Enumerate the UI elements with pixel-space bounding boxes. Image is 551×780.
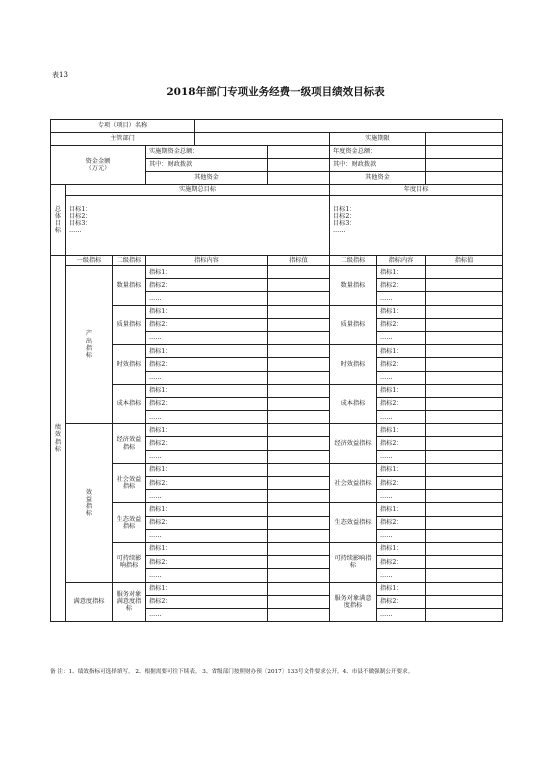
level1-indicator-label: 效 益 指 标 (66, 424, 113, 582)
indicator-content[interactable]: 指标1： (146, 463, 268, 476)
indicator-content[interactable]: 指标1： (146, 266, 268, 279)
indicator-content[interactable]: …… (146, 490, 268, 503)
level2-indicator-label-right: 生态效益指标 (330, 503, 377, 543)
indicator-value[interactable] (268, 358, 330, 371)
level2-indicator-label-right: 时效指标 (330, 345, 377, 385)
indicator-value-right[interactable] (426, 318, 503, 331)
level2-indicator-label: 服务对象满意度指标 (113, 582, 146, 622)
indicator-content[interactable]: 指标1： (146, 503, 268, 516)
indicator-value[interactable] (268, 463, 330, 476)
table-row (51, 345, 503, 358)
indicator-content-right[interactable]: 指标1： (377, 305, 426, 318)
indicator-value[interactable] (268, 608, 330, 621)
indicator-content-right[interactable]: …… (377, 569, 426, 582)
level2-indicator-label-right: 服务对象满意度指标 (330, 582, 377, 622)
indicator-value[interactable] (268, 318, 330, 331)
indicator-content[interactable]: …… (146, 529, 268, 542)
level1-indicator-label: 满意度指标 (66, 582, 113, 622)
col-header-content: 指标内容 (146, 256, 268, 266)
indicator-value-right[interactable] (426, 477, 503, 490)
indicator-value[interactable] (268, 556, 330, 569)
indicator-content[interactable]: 指标2： (146, 477, 268, 490)
indicator-content[interactable]: 指标2： (146, 556, 268, 569)
col-header-level1: 一级指标 (66, 256, 113, 266)
col-header-level2-right: 二级指标 (330, 256, 377, 266)
indicator-value-right[interactable] (426, 595, 503, 608)
year-fiscal-value[interactable] (426, 159, 503, 172)
level1-indicator-label: 产 出 指 标 (66, 266, 113, 424)
indicator-value[interactable] (268, 331, 330, 344)
indicator-content-right[interactable]: 指标1： (377, 542, 426, 555)
goal-item: 目标2： (69, 213, 92, 221)
indicator-content[interactable]: 指标1： (146, 582, 268, 595)
level2-indicator-label-right: 可持续影响指标 (330, 542, 377, 582)
goal-item: 目标2： (333, 213, 356, 221)
indicator-value-right[interactable] (426, 542, 503, 555)
dept-value[interactable] (195, 133, 330, 146)
indicator-value[interactable] (268, 384, 330, 397)
indicator-value[interactable] (268, 397, 330, 410)
indicator-content-right[interactable]: 指标2： (377, 318, 426, 331)
indicator-value-right[interactable] (426, 358, 503, 371)
table-row (51, 424, 503, 437)
indicator-content[interactable]: …… (146, 569, 268, 582)
indicator-content[interactable]: …… (146, 371, 268, 384)
table-row (51, 305, 503, 318)
indicator-content[interactable]: 指标2： (146, 318, 268, 331)
table-row (51, 503, 503, 516)
indicator-value-right[interactable] (426, 569, 503, 582)
indicator-content-right[interactable]: 指标1： (377, 424, 426, 437)
indicator-content-right[interactable]: …… (377, 292, 426, 305)
project-name-value[interactable] (195, 120, 503, 133)
indicator-value[interactable] (268, 437, 330, 450)
indicator-value-right[interactable] (426, 516, 503, 529)
indicator-content[interactable]: …… (146, 292, 268, 305)
indicator-content-right[interactable]: 指标1： (377, 266, 426, 279)
period-goal-content[interactable] (66, 196, 330, 256)
performance-target-table (50, 119, 503, 622)
indicator-content-right[interactable]: …… (377, 411, 426, 424)
indicator-value[interactable] (268, 279, 330, 292)
indicator-value-right[interactable] (426, 384, 503, 397)
indicator-content[interactable]: 指标2： (146, 437, 268, 450)
indicator-value[interactable] (268, 569, 330, 582)
indicator-value-right[interactable] (426, 411, 503, 424)
level2-indicator-label: 可持续影响指标 (113, 542, 146, 582)
goal-item: 目标1： (333, 206, 356, 213)
period-goal-header: 实施期总目标 (66, 185, 330, 196)
indicator-content-right[interactable]: 指标2： (377, 477, 426, 490)
dept-label: 主管部门 (51, 133, 195, 146)
indicator-content[interactable]: 指标1： (146, 305, 268, 318)
period-other-value[interactable] (268, 172, 330, 185)
year-other-label: 其他资金 (330, 172, 426, 185)
indicator-content[interactable]: 指标1： (146, 345, 268, 358)
indicator-content-right[interactable]: …… (377, 608, 426, 621)
period-total-label: 实施期资金总额： (146, 146, 268, 159)
goal-item: …… (69, 227, 82, 235)
year-goal-header: 年度目标 (330, 185, 503, 196)
indicator-content-right[interactable]: 指标2： (377, 437, 426, 450)
indicator-value[interactable] (268, 411, 330, 424)
period-fiscal-label: 其中：财政拨款 (146, 159, 268, 172)
indicator-value[interactable] (268, 345, 330, 358)
indicator-value-right[interactable] (426, 463, 503, 476)
indicator-content[interactable]: 指标2： (146, 516, 268, 529)
period-label: 实施期限 (330, 133, 426, 146)
goal-item: 目标3： (333, 220, 356, 228)
level2-indicator-label-right: 成本指标 (330, 384, 377, 424)
indicator-value[interactable] (268, 371, 330, 384)
indicator-value[interactable] (268, 503, 330, 516)
level2-indicator-label: 经济效益指标 (113, 424, 146, 464)
col-header-value-right: 指标值 (426, 256, 503, 266)
col-header-value: 指标值 (268, 256, 330, 266)
indicator-value[interactable] (268, 424, 330, 437)
indicator-value-right[interactable] (426, 305, 503, 318)
indicator-value-right[interactable] (426, 437, 503, 450)
goal-item: 目标3： (69, 220, 92, 228)
indicator-value-right[interactable] (426, 292, 503, 305)
indicator-value[interactable] (268, 490, 330, 503)
indicator-value[interactable] (268, 305, 330, 318)
level2-indicator-label: 社会效益指标 (113, 463, 146, 503)
page-title: 2018年部门专项业务经费一级项目绩效目标表 (166, 86, 385, 98)
indicator-content-right[interactable]: 指标1： (377, 384, 426, 397)
year-fiscal-label: 其中：财政拨款 (330, 159, 426, 172)
indicator-value-right[interactable] (426, 608, 503, 621)
goal-item: 目标1： (69, 206, 92, 213)
table-row (51, 266, 503, 279)
level2-indicator-label: 质量指标 (113, 305, 146, 345)
indicator-value-right[interactable] (426, 490, 503, 503)
col-header-level2: 二级指标 (113, 256, 146, 266)
period-fiscal-value[interactable] (268, 159, 330, 172)
year-total-value[interactable] (426, 146, 503, 159)
level2-indicator-label: 成本指标 (113, 384, 146, 424)
indicator-content-right[interactable]: 指标2： (377, 358, 426, 371)
indicator-content[interactable]: …… (146, 411, 268, 424)
table-row (51, 384, 503, 397)
indicator-content[interactable]: 指标1： (146, 542, 268, 555)
indicator-content[interactable]: 指标2： (146, 358, 268, 371)
indicator-value-right[interactable] (426, 279, 503, 292)
period-total-value[interactable] (268, 146, 330, 159)
indicator-content-right[interactable]: …… (377, 371, 426, 384)
indicator-content-right[interactable]: …… (377, 331, 426, 344)
indicator-content[interactable]: 指标2： (146, 397, 268, 410)
indicator-content[interactable]: …… (146, 608, 268, 621)
indicator-value-right[interactable] (426, 529, 503, 542)
indicator-value[interactable] (268, 292, 330, 305)
indicator-content[interactable]: 指标2： (146, 279, 268, 292)
level2-indicator-label-right: 经济效益指标 (330, 424, 377, 464)
indicator-value[interactable] (268, 529, 330, 542)
indicator-content[interactable]: 指标1： (146, 384, 268, 397)
level2-indicator-label-right: 社会效益指标 (330, 463, 377, 503)
year-total-label: 年度资金总额： (330, 146, 426, 159)
indicator-content-right[interactable]: 指标2： (377, 397, 426, 410)
indicator-content-right[interactable]: …… (377, 529, 426, 542)
indicator-content-right[interactable]: 指标1： (377, 582, 426, 595)
level2-indicator-label-right: 数量指标 (330, 266, 377, 306)
level2-indicator-label-right: 质量指标 (330, 305, 377, 345)
indicator-value-right[interactable] (426, 371, 503, 384)
overall-goal-label: 总 体 目 标 (51, 185, 66, 256)
col-header-content-right: 指标内容 (377, 256, 426, 266)
indicator-value-right[interactable] (426, 503, 503, 516)
table-number: 表13 (52, 71, 68, 79)
year-goal-content[interactable] (330, 196, 503, 256)
indicator-value-right[interactable] (426, 556, 503, 569)
year-other-value[interactable] (426, 172, 503, 185)
table-row (51, 463, 503, 476)
indicator-value-right[interactable] (426, 397, 503, 410)
indicator-content-right[interactable]: 指标2： (377, 556, 426, 569)
project-name-label: 专项（项目）名称 (51, 120, 195, 133)
indicator-value-right[interactable] (426, 331, 503, 344)
indicator-value-right[interactable] (426, 582, 503, 595)
indicator-content-right[interactable]: 指标1： (377, 463, 426, 476)
indicator-content-right[interactable]: 指标2： (377, 595, 426, 608)
indicator-content[interactable]: …… (146, 450, 268, 463)
indicator-content-right[interactable]: 指标2： (377, 279, 426, 292)
indicator-value[interactable] (268, 516, 330, 529)
period-other-label: 其他资金 (146, 172, 268, 185)
goal-item: …… (333, 227, 346, 235)
table-row (51, 582, 503, 595)
footnote: 备 注：1、绩效指标可选择填写。 2、根据需要可往下续表。 3、省级部门按照财办预〔2017〕133号文件要求公开。4、市县不做强制公开要求。 (50, 669, 414, 675)
indicator-value[interactable] (268, 477, 330, 490)
indicator-value[interactable] (268, 595, 330, 608)
indicator-content-right[interactable]: 指标2： (377, 516, 426, 529)
indicator-content-right[interactable]: 指标1： (377, 503, 426, 516)
indicator-value-right[interactable] (426, 450, 503, 463)
level2-indicator-label: 数量指标 (113, 266, 146, 306)
level2-indicator-label: 生态效益指标 (113, 503, 146, 543)
indicator-value-right[interactable] (426, 345, 503, 358)
indicator-content-right[interactable]: …… (377, 450, 426, 463)
indicator-value-right[interactable] (426, 266, 503, 279)
indicator-content[interactable]: 指标2： (146, 595, 268, 608)
period-value[interactable] (426, 133, 503, 146)
table-row (51, 542, 503, 555)
fund-label: 资金金额 （万元） (51, 146, 146, 185)
performance-indicator-label: 绩 效 指 标 (51, 256, 66, 622)
indicator-content-right[interactable]: 指标1： (377, 345, 426, 358)
indicator-value-right[interactable] (426, 424, 503, 437)
indicator-content-right[interactable]: …… (377, 490, 426, 503)
level2-indicator-label: 时效指标 (113, 345, 146, 385)
indicator-value[interactable] (268, 582, 330, 595)
indicator-value[interactable] (268, 450, 330, 463)
indicator-value[interactable] (268, 266, 330, 279)
indicator-content[interactable]: …… (146, 331, 268, 344)
indicator-content[interactable]: 指标1： (146, 424, 268, 437)
indicator-value[interactable] (268, 542, 330, 555)
